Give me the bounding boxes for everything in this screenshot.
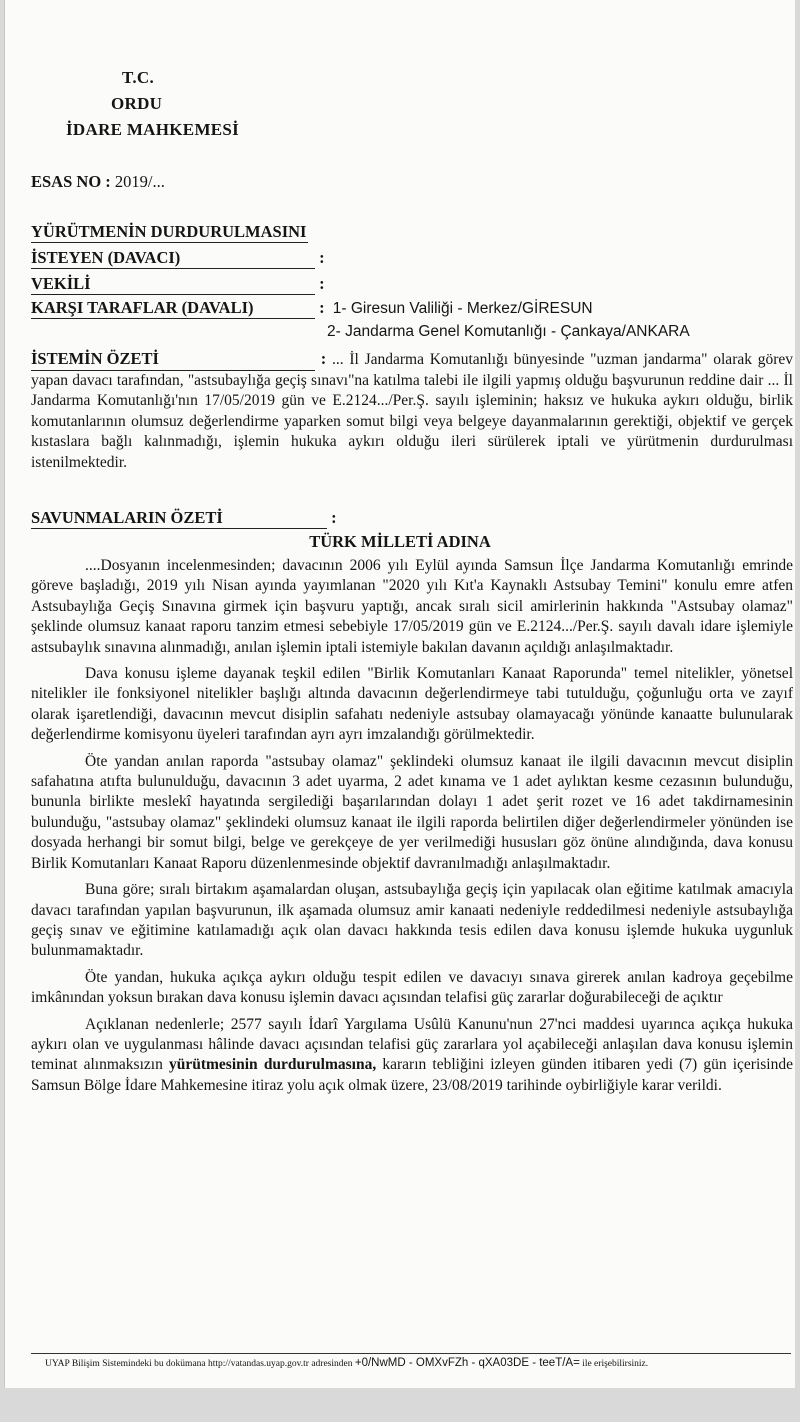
- defendant-2: 2- Jandarma Genel Komutanlığı - Çankaya/ANKARA: [327, 323, 690, 340]
- paragraph-2: Dava konusu işleme dayanak teşkil edilen "Birlik Komutanları Kanaat Raporunda" temel nitelikler, yönetsel nitelikler ile fonksiyonel nitelikler başlığı altında davacının değerlendirmeye tabi tutulduğu, çoğunluğu orta ve zayıf olarak işaretlendiği, davacının mevcut disiplin safahatı nedeniyle astsubay olamayacağı yönünde kanaatte bulunularak değerlendirme komisyonu üyeleri tarafından ayrı ayrı imzalandığı görülmektedir.: [31, 665, 793, 744]
- defendant-1: 1- Giresun Valiliği - Merkez/GİRESUN: [332, 300, 593, 317]
- lawyer-label: VEKİLİ: [31, 274, 315, 295]
- defense-label: SAVUNMALARIN ÖZETİ: [31, 508, 327, 529]
- paragraph-5: Öte yandan, hukuka açıkça aykırı olduğu tespit edilen ve davacıyı sınava girerek anılan kadroya geçebilme imkânından yoksun bırakan dava konusu işlemin davacı açısından telafisi güç zararlar doğurabileceği de açıktır: [31, 968, 793, 1007]
- header-tc: T.C.: [122, 68, 155, 87]
- header-court-name: İDARE MAHKEMESİ: [66, 120, 240, 139]
- plaintiff-colon: :: [319, 248, 325, 267]
- defense-row: [31, 508, 337, 529]
- paragraph-1: ....Dosyanın incelenmesinden; davacının 2006 yılı Eylül ayında Samsun İlçe Jandarma Komutanlığı emrinde göreve başladığı, 2019 yılı Nisan ayında yayımlanan "2020 yılı Kıt'a Kaynaklı Astsubay Temini" konulu emre atfen Astsubaylığa Geçiş Sınavına girmek için başvuru yaptığı, ancak sıralı sicil amirlerinin hakkında "Astsubay olamaz" şeklinde olumsuz kanaat raporu tanzim etmesi sebebiyle 17/05/2019 gün ve E.2124.../Per.Ş. sayılı davalı idare işlemiyle astsubaylık sınavına alınmadığı, anılan işlemin iptali istemiyle bakılan davanın açıldığı anlaşılmaktadır.: [31, 557, 793, 656]
- paragraph-6-ruling: yürütmesinin durdurulmasına,: [168, 1056, 377, 1074]
- summary-colon: :: [320, 349, 327, 368]
- defendant-row: [31, 298, 593, 319]
- footer-divider: [31, 1353, 791, 1354]
- lawyer-row: [31, 274, 325, 295]
- defendant-colon: :: [319, 298, 325, 317]
- case-number-label: ESAS NO :: [31, 172, 111, 191]
- paragraph-6-end: kararın tebliğini izleyen günden itibaren yedi (7) gün içerisinde Samsun Bölge İdare Mahkemesine itiraz yolu açık olmak üzere, 23/08/2019 tarihinde oybirliğiyle karar verildi.: [31, 1056, 793, 1094]
- paragraph-6-start: Açıklanan nedenlerle; 2577 sayılı İdarî Yargılama Usûlü Kanunu'nun 27'nci maddesi uyarınca açıkça hukuka aykırı olan ve uygulanması hâlinde davacı açısından telafisi güç zararlara yol açabileceği anlaşılan dava konusu işlemin teminat alınmaksızın: [31, 1015, 793, 1074]
- document-page: [4, 0, 795, 1388]
- defense-colon: :: [331, 508, 337, 527]
- case-number-value: 2019/...: [114, 172, 165, 191]
- decision-title: TÜRK MİLLETİ ADINA: [309, 532, 491, 551]
- plaintiff-row: [31, 248, 325, 269]
- footer-prefix: UYAP Bilişim Sistemindeki bu dokümana http://vatandas.uyap.gov.tr adresinden: [45, 1359, 353, 1369]
- decision-body: [31, 556, 793, 1102]
- lawyer-colon: :: [319, 274, 325, 293]
- summary-section: [31, 349, 793, 473]
- paragraph-3: Öte yandan anılan raporda "astsubay olamaz" şeklindeki olumsuz kanaat ile ilgili davacının mevcut disiplin safahatına atıfta bulunulduğu, davacının 3 adet uyarma, 2 adet kınama ve 1 adet aylıktan kesme cezasının bulunduğu, bununla birlikte meslekî hayatında sergilediği başarılarından dolayı 1 adet şerit rozet ve 16 adet takdirnamesinin bulunduğu, "astsubay olamaz" şeklindeki olumsuz kanaat ile ilgili raporda belirtilen diğer değerlendirmeler yönünden ise dosyada herhangi bir somut bilgi, belge ve gerekçeye de yer verilmediği hususları göz önüne alındığında, dava konusu Birlik Komutanları Kanaat Raporu düzenlenmesinde objektif davranılmadığı anlaşılmaktadır.: [31, 752, 793, 872]
- parties-title-text: YÜRÜTMENİN DURDURULMASINI: [31, 222, 307, 241]
- paragraph-4: Buna göre; sıralı birtakım aşamalardan oluşan, astsubaylığa geçiş için yapılacak olan eğitime katılmak amacıyla davacı tarafından yapılan başvurunun, ilk aşamada olumsuz amir kanaati nedeniyle reddedilmesi nedeniyle astsubaylığa geçiş sınav ve eğitimine katılamadığı açık olan davacı hakkında tesis edilen dava konusu işlemde hukuka uygunluk bulunmamaktadır.: [31, 881, 793, 960]
- summary-text: ... İl Jandarma Komutanlığı bünyesinde "uzman jandarma" olarak görev yapan davacı tarafından, "astsubaylığa geçiş sınavı"na katılma talebi ile ilgili yapmış olduğu başvurunun reddine dair ... İl Jandarma Komutanlığı'nın 17/05/2019 gün ve E.2124.../Per.Ş. sayılı işleminin; haksız ve hukuka aykırı olduğu, birlik komutanlarının olumsuz değerlendirme yaparken somut bilgi veya belgeye dayanmalarının gerektiği, objektif ve gerçek kıstaslara bağlı kalınmadığı, işlemin hukuka aykırı olduğu ileri sürülerek iptali ve yürütmenin durdurulması istenilmektedir.: [31, 351, 794, 471]
- paragraph-6: [31, 1015, 793, 1097]
- footer-suffix: ile erişebilirsiniz.: [582, 1359, 649, 1369]
- plaintiff-label: İSTEYEN (DAVACI): [31, 248, 315, 269]
- defendant-label: KARŞI TARAFLAR (DAVALI): [31, 298, 315, 319]
- summary-label: İSTEMİN ÖZETİ: [31, 349, 315, 371]
- case-number: [31, 172, 165, 192]
- header-city: ORDU: [111, 94, 163, 113]
- footer: [45, 1357, 795, 1369]
- footer-access-code: +0/NwMD - OMXvFZh - qXA03DE - teeT/A=: [354, 1357, 580, 1369]
- parties-title: [31, 222, 308, 243]
